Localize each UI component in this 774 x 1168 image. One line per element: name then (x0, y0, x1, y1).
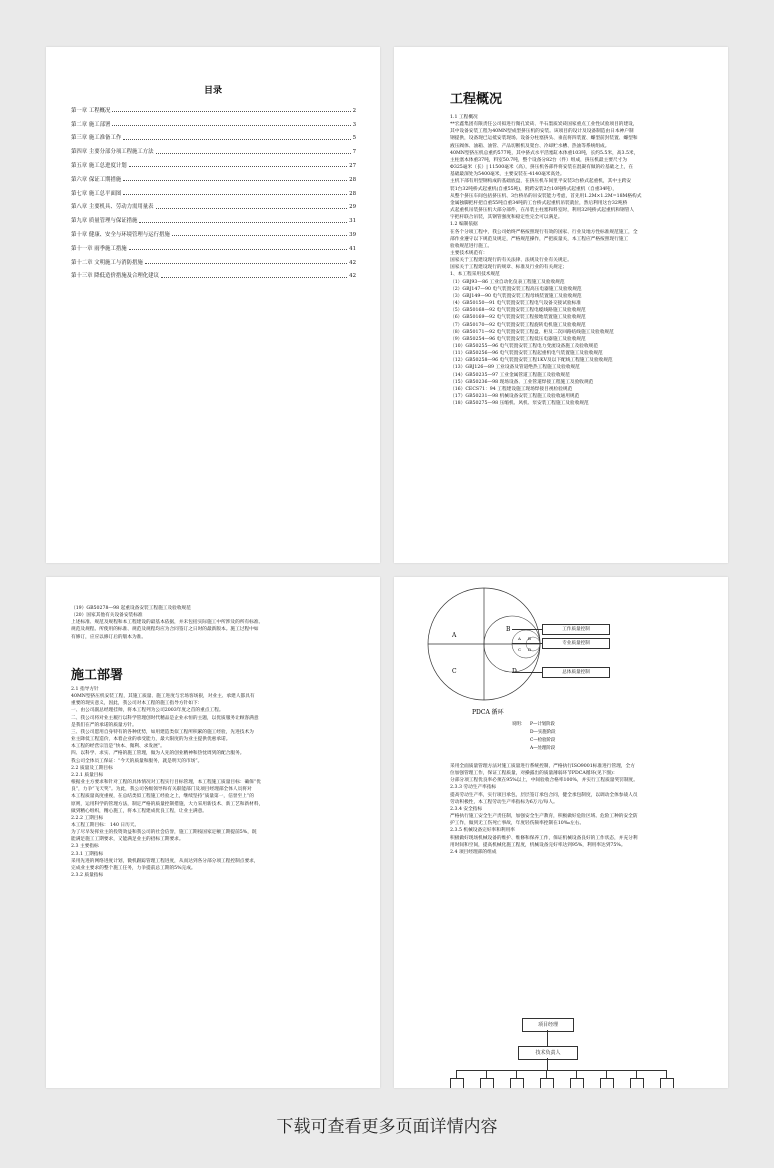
text-line: Φ325毫米（长）| 11500毫米（高），挤压机各部件将安装在混凝有做的砼基础之上，在 (450, 165, 634, 171)
text-line: 护工作，做到无工伤死亡事故，年度轻伤频率控制在10‰左右。 (450, 821, 585, 827)
toc-page-number: 29 (349, 204, 356, 211)
text-line: 主柱塞本体重37吨，料室50.7吨，整个设备分82台（件）组成，挤压机最主要尺寸为 (450, 157, 628, 163)
org-drop-line (546, 1070, 547, 1078)
toc-label: 第十章 健康、安全与环境管理与运行措施 (71, 231, 170, 238)
text-line: 从整个挤压车间包括挤压机、3台桥吊的吊安装能力考虑，首先用1.2M×1.2M=18M格构式 (450, 193, 642, 199)
org-department-box (570, 1078, 584, 1088)
toc-page-number: 5 (352, 135, 356, 142)
org-drop-line (666, 1070, 667, 1078)
org-department-box (600, 1078, 614, 1088)
text-line: （3）GBJ149—90 电气装置安装工程母线装置施工及验收规范 (450, 293, 582, 299)
toc-leader-dots (156, 208, 348, 209)
text-line: （15）GB50236—98 现场设备、工业管道焊接工程施工及验收规范 (450, 379, 594, 385)
org-drop-line (516, 1070, 517, 1078)
org-department-box (660, 1078, 674, 1088)
toc-label: 第七章 施工总平面图 (71, 190, 122, 197)
org-technical-lead: 技术负责人 (518, 1046, 578, 1060)
toc-leader-dots (139, 222, 347, 223)
legend-connector-2 (512, 643, 542, 644)
toc-row[interactable] (71, 169, 356, 183)
org-project-manager: 项目经理 (522, 1018, 574, 1032)
toc-row[interactable] (71, 238, 356, 252)
text-line: 我公司全体员工保证：“今天的质量和服务，就是明天的市场”。 (71, 758, 203, 764)
text-line: 三、我公司愿用自身特有的各种优势，如用建造类似工程所积累的施工经验，先进技术为 (71, 729, 254, 735)
text-line: 验收规范进行施工。 (450, 243, 493, 249)
toc-row[interactable] (71, 100, 356, 114)
text-line: 国家关于工程建设现行的规章、标准及行业的有关规定； (450, 265, 568, 271)
text-line: 本工程的经营宗旨是“快本、微利、求发展”。 (71, 744, 165, 750)
toc-leader-dots (112, 125, 350, 126)
toc-leader-dots (172, 235, 347, 236)
org-drop-line (636, 1070, 637, 1078)
toc-title: 目录 (203, 86, 222, 96)
text-line: 2.3.1 工期指标 (71, 851, 104, 857)
toc-label: 第二章 施工部署 (71, 121, 111, 128)
pdca-note-p: P—计划阶段 (530, 722, 555, 727)
pdca-caption: PDCA 循环 (472, 709, 504, 716)
toc-page-number: 27 (349, 162, 356, 169)
inner-label-c: C (518, 647, 522, 652)
text-line: 提高劳动生产率，实行项目承包，层层签订承包合同，健全承包制度，以调动全体参战人员 (450, 792, 638, 798)
text-line: （13）GBJ126—89 工业设备及管道绝热工程施工及验收规范 (450, 365, 580, 371)
deployment-intro (71, 605, 361, 641)
text-line: 2.2.1 质量目标 (71, 772, 104, 778)
org-drop-line (606, 1070, 607, 1078)
pdca-note-d: D—实施阶段 (530, 730, 556, 735)
quadrant-label-d: D (512, 668, 517, 675)
org-drop-line (486, 1070, 487, 1078)
org-department-box (540, 1078, 554, 1088)
text-line: （2）GBJ147—90 电气装置安装工程高压电器施工及验收规范 (450, 286, 582, 292)
overview-body (450, 114, 712, 407)
text-line: 一、由公司副总经理挂帅，将本工程列为公司2003年度之首的重点工程。 (71, 708, 224, 714)
toc-page-number: 28 (349, 190, 356, 197)
inner-label-a: A (518, 636, 521, 641)
toc-leader-dots (123, 194, 347, 195)
toc-list (71, 100, 356, 279)
text-line: 是我们在严的承诺的质量方针。 (71, 722, 137, 728)
toc-leader-dots (129, 166, 348, 167)
toc-page-number: 31 (349, 218, 356, 225)
text-line: （14）GB50235—97 工业金属管道工程施工及验收规范 (450, 372, 570, 378)
text-line: 严格执行施工安全生产责任制，加强安全生产教育，积极做好危险区域、危险工种的安全防 (450, 814, 638, 820)
page-deployment (46, 577, 380, 1088)
text-line: 本工程工期目标： 140 日历天。 (71, 822, 140, 828)
text-line: （8）GB50171—92 电气装置安装工程盘、柜及二次回路结线施工及验收规范 (450, 329, 614, 335)
text-line: 分部分项工程优良率必须在95%以上，中间验收合格率100%，并实行工程质量奖罚制度。 (450, 778, 638, 784)
toc-label: 第六章 保证工期措施 (71, 176, 122, 183)
text-line: （20）国家其他有关设备安装标准 (71, 613, 143, 619)
org-department-box (480, 1078, 494, 1088)
text-line: 规范及规程。所使用的标准、规范及规程均应为合同签订之日时的最新版本。施工过程中如 (71, 627, 259, 633)
toc-row[interactable] (71, 183, 356, 197)
text-line: （19）GB50278—98 起重设备安装工程施工及验收规范 (71, 606, 191, 611)
text-line: 二、我公司将对业主履行以科学管理创时代精品是企业永恒的主题，以优质服务让顾客满意 (71, 715, 259, 721)
toc-page-number: 39 (349, 231, 356, 238)
text-line: 2.3.4 安全指标 (450, 806, 483, 812)
text-line: 完成业主要求的整个施工任务，力争提前总工期的5%完成。 (71, 865, 196, 871)
toc-leader-dots (123, 139, 350, 140)
pdca-note-c: C—检验阶段 (530, 738, 556, 743)
text-line: 字把杆联合吊装，其钢管强度和稳定性完全可以满足。 (450, 215, 563, 221)
text-line: 根据业主方要求和针对工程的具体情况对工程实行目标管理，本工程施工质量目标：确保“优 (71, 780, 261, 786)
text-line: 2.1 指导方针 (71, 687, 99, 692)
org-line-1 (547, 1030, 548, 1046)
pdca-note-a: A—处理阶段 (530, 746, 556, 751)
toc-label: 第九章 质量管理与保证措施 (71, 218, 138, 225)
page-toc (46, 47, 380, 563)
org-department-box (510, 1078, 524, 1088)
org-department-box (630, 1078, 644, 1088)
text-line: 采用全面质量管理方法对施工质量进行系统控制，严格执行ISO9001标准进行管理，全方 (450, 764, 635, 769)
text-line: 2.2.2 工期目标 (71, 815, 104, 821)
toc-page-number: 2 (352, 107, 356, 114)
text-line: （7）GB50170—92 电气装置安装工程旋转电机施工及验收规范 (450, 322, 586, 328)
inner-label-d: D (528, 647, 532, 652)
toc-row[interactable] (71, 266, 356, 280)
legend-specialty-quality: 专业质量控制 (542, 638, 610, 649)
text-line: （11）GB50256—96 电气装置安装工程起重机电气装置施工及验收规范 (450, 351, 603, 357)
toc-page-number: 3 (352, 121, 356, 128)
toc-leader-dots (161, 277, 347, 278)
text-line: 用时间和空间，提高机械化施工程度，机械设备完好率达到95%，利用率达到75%。 (450, 842, 626, 848)
text-line: 40MN型挤压机安装工程，其施工质量、施工进度与宏场客场狠，对业主、承建人都具有 (71, 694, 255, 700)
quality-body (450, 763, 712, 856)
text-line: （9）GB50254—96 电气装置安装工程低压电器施工及验收规范 (450, 336, 586, 342)
text-line: 主机下部有用型钢构成的基础底盘，在挤压机车间里平安装3台桥式起重机，其中主跨安 (450, 179, 632, 185)
text-line: 本工程质量高度重视，在总结类似工程施工经验之上，继续坚持“质量第一，信誉至上”的 (71, 794, 254, 800)
text-line: （6）GB50169—92 电气装置安装工程接地装置施工及验收规范 (450, 315, 586, 321)
toc-label: 第三章 施工准备工作 (71, 135, 122, 142)
text-line: 2.3.5 机械设备完好率和利用率 (450, 828, 515, 834)
text-line: 主要技术规范有： (450, 250, 488, 256)
legend-connector-1 (512, 629, 542, 630)
overview-heading: 工程概况 (450, 92, 503, 107)
text-line: 2.4 项目经理部的组成 (450, 849, 497, 855)
text-line: 采用先进的网络进度计划，微机跟踪管理工程进度，从而达到各分部分项工程控制点要求， (71, 858, 259, 864)
text-line: 劳动积极性，本工程劳动生产率指标为6万元/每人。 (450, 799, 558, 805)
text-line: （10）GB50255—96 电气装置安装工程电力变流设备施工及验收规范 (450, 344, 599, 349)
text-line: （17）GB50231—98 机械设备安装工程施工及验收通用规范 (450, 394, 580, 400)
org-department-box (450, 1078, 464, 1088)
text-line: 装1台32吨桥式起重机(自重55吨)，附跨安装2台10吨桥式起重机（自重34吨）， (450, 186, 618, 192)
text-line: 国家关于工程建设现行的有关法律、法规及行业有关规定。 (450, 258, 572, 264)
page-overview (394, 47, 728, 563)
toc-row[interactable] (71, 197, 356, 211)
org-line-2 (547, 1058, 548, 1070)
legend-overall-quality: 总体质量控制 (542, 667, 610, 678)
text-line: （5）GB50168—92 电气装置安装工程电缆线路施工及验收规范 (450, 308, 586, 314)
text-line: （18）GB50275—98 压缩机、风机、泵安装工程施工及验收规范 (450, 401, 589, 407)
legend-work-quality: 工作质量控制 (542, 624, 610, 635)
text-line: 做到精心组织，精心施工，将本工程建成优良工程，让业主满意。 (71, 808, 207, 814)
text-line: 1、本工程采用技术规范 (450, 272, 500, 278)
org-drop-line (456, 1070, 457, 1078)
toc-page-number: 7 (352, 149, 356, 156)
toc-label: 第十三章 降低造价措施及合理化建议 (71, 273, 159, 280)
text-line: 2.2 质量及工期目标 (71, 765, 113, 771)
toc-label: 第五章 施工总进度计划 (71, 162, 127, 169)
text-line: 有修订，应应以修订后的版本为准。 (71, 634, 147, 640)
toc-leader-dots (156, 153, 351, 154)
text-line: 2.3 主要指标 (71, 844, 99, 850)
toc-page-number: 42 (349, 273, 356, 280)
text-line: 其中设备安装工程为40MN型成型挤压机的安装。该项目的设计及设备制造由日本神户制 (450, 129, 634, 135)
text-line: 良”，力争“飞天奖”。为此，我公司各级领导和有关职能部门及项目经理部全体人员将对 (71, 787, 252, 793)
quadrant-label-b: B (506, 626, 511, 633)
toc-row[interactable] (71, 210, 356, 224)
toc-row[interactable] (71, 128, 356, 142)
org-drop-line (576, 1070, 577, 1078)
org-branch-line (456, 1070, 666, 1071)
toc-row[interactable] (71, 252, 356, 266)
text-line: 2.3.3 劳动生产率指标 (450, 785, 497, 791)
text-line: 钢提供，设备现已运抵安装现场。设备分柱塞挤头、垂直将四装置、螺型前封装置、螺型和 (450, 136, 638, 142)
text-line: 1.1 工程概况 (450, 115, 478, 120)
text-line: 基础最深处为5400毫米，主要安装在-4140毫米高处。 (450, 172, 565, 178)
toc-leader-dots (145, 263, 347, 264)
text-line: 40MN型挤压机总重约577吨，其中挤式水平活塞缸本体重103吨，长约5.5米，高3.5米， (450, 150, 639, 156)
text-line: 上述标准、规范及规程和本工程建设的最基本依据，并未包括实际施工中所涉及的所有标准、 (71, 620, 264, 626)
pdca-notes-title: 说明： (512, 722, 526, 727)
toc-label: 第四章 主要分部分项工程施工方法 (71, 149, 154, 156)
text-line: 金属独脚把杆把自重55吨自重34吨的工台桥式起重机吊装就位，然后利用这台32吨桥 (450, 200, 628, 206)
toc-page-number: 41 (349, 245, 356, 252)
toc-label: 第八章 主要机具、劳动力需用量表 (71, 204, 154, 211)
toc-row[interactable] (71, 114, 356, 128)
legend-connector-3 (512, 672, 542, 673)
toc-label: 第十二章 文明施工与消防措施 (71, 259, 143, 266)
text-line: 1.2 编制依据 (450, 222, 478, 228)
text-line: 2.3.2 质量指标 (71, 873, 104, 879)
text-line: **宏鑫集团有限责任公司拟进行微孔炭砖、半石墨质炭砖国家重点工业性试验项目的建设， (450, 122, 638, 128)
inner-label-b: B (528, 636, 531, 641)
toc-leader-dots (112, 111, 350, 112)
text-line: 业主降低工程造价，本着企业的承受能力，最大限度的为业主提供优惠承诺。 (71, 737, 231, 743)
toc-row[interactable] (71, 141, 356, 155)
toc-leader-dots (129, 249, 348, 250)
text-line: 式起重机吊装挤压机大部分部件，在吊装主柱塞和料室时，利用32吨桥式起重机和钢管人 (450, 208, 635, 214)
toc-page-number: 28 (349, 176, 356, 183)
quadrant-label-a: A (452, 632, 457, 639)
deployment-body (71, 686, 361, 879)
text-line: （16）CECS71：94 工程建设施工现场焊接目视检验规范 (450, 386, 573, 392)
download-more-text[interactable]: 下载可查看更多页面详情内容 (276, 1117, 498, 1137)
toc-label: 第十一章 雨季施工措施 (71, 245, 127, 252)
text-line: 能满足施工工期要求，又能满足业主的招标工期要求。 (71, 837, 184, 843)
text-line: 为了尽早发挥业主的投资效益和我公司的社会信誉，施工工期按国家定额工期提前5%，既 (71, 830, 257, 836)
text-line: 液压阀体、油箱、油管、产品切断机及架台、冷却贮水槽、热油等系统组成。 (450, 143, 610, 149)
text-line: 在各个分项工程中，我公司始终严格按照现行有效的国家、行业及地方性标准规范施工，全 (450, 229, 638, 235)
toc-row[interactable] (71, 224, 356, 238)
toc-row[interactable] (71, 155, 356, 169)
text-line: 原则，运用科学的管理方法，制定严格的质量控制措施，大力采用新技术、新工艺和新材料， (71, 801, 264, 807)
text-line: 积极做好现场机械设备的维护、维修和保养工作，保证机械设备良好的工作状态，并充分利 (450, 835, 638, 841)
text-line: 位加强管理工作，保证工程质量，对操露出的质量薄弱环节PDCA循环(见下图)： (450, 771, 618, 777)
text-line: （4）GB50150—91 电气装置安装工程电气设备交接试验标准 (450, 301, 581, 307)
toc-leader-dots (123, 180, 347, 181)
deployment-heading: 施工部署 (71, 668, 124, 683)
toc-label: 第一章 工程概况 (71, 107, 111, 114)
text-line: （1）GBJ93—86 工业自动化仪表工程施工及验收规范 (450, 279, 565, 285)
text-line: （12）GB50258—96 电气装置安装工程1KV及以下配线工程施工及验收规范 (450, 358, 613, 364)
quadrant-label-c: C (452, 668, 457, 675)
toc-page-number: 42 (349, 259, 356, 266)
page-pdca (394, 577, 728, 1088)
text-line: 部作业遵守以下规范及规定，严格规范操作，严把质量关，本工程应严格按照现行施工 (450, 236, 629, 242)
text-line: 重要的现实意义，因此，我公司对本工程的施工指导方针如下： (71, 701, 203, 707)
text-line: 四、以科学、求实、严格的施工管理，做为人先的创业精神和热忱周到的配合服务。 (71, 751, 245, 757)
